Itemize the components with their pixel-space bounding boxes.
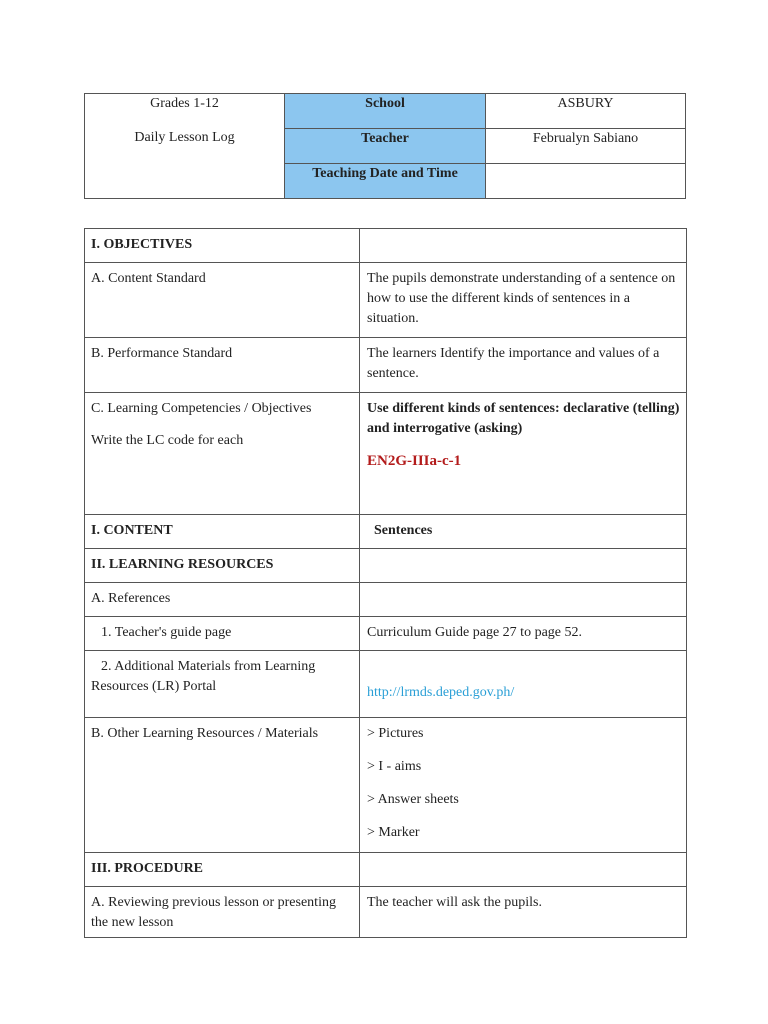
table-row <box>85 718 687 853</box>
learning-resources-value <box>360 549 687 583</box>
date-label: Teaching Date and Time <box>312 166 458 181</box>
other-resources-label: B. Other Learning Resources / Materials <box>85 718 360 853</box>
teacher-label-cell <box>285 129 486 164</box>
references-value <box>360 583 687 617</box>
table-row <box>85 651 687 718</box>
content-standard-label: A. Content Standard <box>85 263 360 338</box>
performance-standard-label: B. Performance Standard <box>85 338 360 393</box>
teacher-value-cell <box>486 129 686 164</box>
teachers-guide-label: 1. Teacher's guide page <box>101 625 232 640</box>
lesson-table <box>84 228 687 938</box>
school-value: ASBURY <box>557 96 614 111</box>
grades-cell <box>85 94 285 199</box>
table-row <box>85 263 687 338</box>
procedure-value <box>360 853 687 887</box>
additional-materials-label: 2. Additional Materials from Learning Resources (LR) Portal <box>91 659 316 694</box>
procedure-label: III. PROCEDURE <box>85 853 360 887</box>
competencies-value: Use different kinds of sentences: declarative (telling) and interrogative (asking) <box>367 401 680 436</box>
teachers-guide-cell <box>85 617 360 651</box>
grades-text: Grades 1-12 <box>150 96 219 111</box>
school-label-cell <box>285 94 486 129</box>
content-standard-value: The pupils demonstrate understanding of a sentence on how to use the different kinds of sentences in a situation. <box>360 263 687 338</box>
competencies-sublabel: Write the LC code for each <box>91 433 244 448</box>
teacher-label: Teacher <box>361 131 409 146</box>
table-row <box>85 583 687 617</box>
content-value: Sentences <box>360 515 687 549</box>
reviewing-value: The teacher will ask the pupils. <box>360 887 687 938</box>
performance-standard-value: The learners Identify the importance and values of a sentence. <box>360 338 687 393</box>
list-item: > Marker <box>367 825 420 840</box>
school-value-cell <box>486 94 686 129</box>
additional-materials-cell <box>85 651 360 718</box>
log-title: Daily Lesson Log <box>134 130 235 145</box>
table-row <box>85 887 687 938</box>
competencies-label: C. Learning Competencies / Objectives <box>91 401 312 416</box>
date-label-cell <box>285 164 486 199</box>
table-row <box>85 853 687 887</box>
table-row <box>85 515 687 549</box>
teacher-value: Februalyn Sabiano <box>532 131 639 146</box>
other-resources-list <box>360 718 687 853</box>
table-row <box>85 393 687 515</box>
list-item: > Pictures <box>367 726 424 741</box>
lr-portal-link-cell <box>360 651 687 718</box>
lc-code: EN2G-IIIa-c-1 <box>367 453 462 469</box>
school-label: School <box>365 96 405 111</box>
table-row <box>85 617 687 651</box>
competencies-value-cell <box>360 393 687 515</box>
competencies-cell <box>85 393 360 515</box>
lr-portal-link[interactable]: http://lrmds.deped.gov.ph/ <box>367 685 515 700</box>
list-item: > Answer sheets <box>367 792 459 807</box>
objectives-label: I. OBJECTIVES <box>85 229 360 263</box>
teachers-guide-value: Curriculum Guide page 27 to page 52. <box>360 617 687 651</box>
learning-resources-label: II. LEARNING RESOURCES <box>85 549 360 583</box>
table-row <box>85 549 687 583</box>
header-table <box>84 93 686 199</box>
table-row <box>85 229 687 263</box>
references-label: A. References <box>85 583 360 617</box>
date-value-cell <box>486 164 686 199</box>
reviewing-label: A. Reviewing previous lesson or presenting the new lesson <box>85 887 360 938</box>
table-row <box>85 338 687 393</box>
objectives-value <box>360 229 687 263</box>
list-item: > I - aims <box>367 759 422 774</box>
content-label: I. CONTENT <box>85 515 360 549</box>
